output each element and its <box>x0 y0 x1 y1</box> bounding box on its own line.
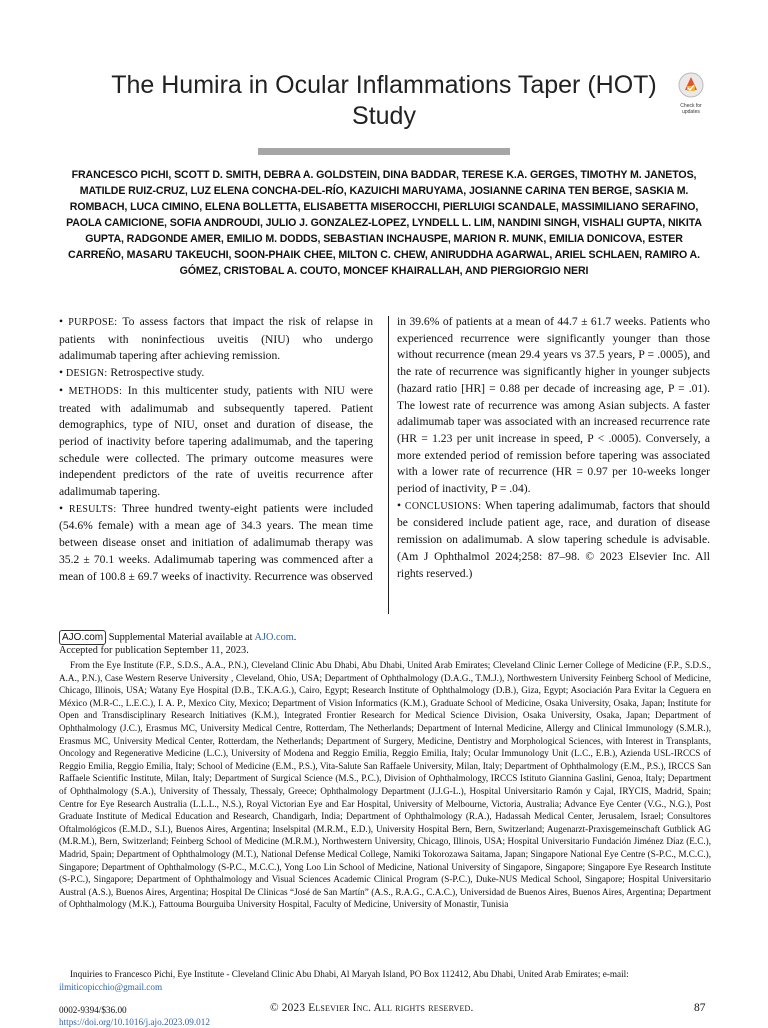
supplemental-note <box>59 630 296 645</box>
results-text-left: Three hundred twenty-eight patients were included (54.6% female) with a mean age of 34.3 years. The mean time between disease onset and initiation of adalimumab therapy was 35.2 ± 70.1 weeks. Adalimumab tapering was commenced after a mean of 100.8 ± 69.7 weeks of inactivity. Recurrence was observed <box>59 501 373 583</box>
results-label: RESULTS: <box>68 503 117 515</box>
conclusions-paragraph <box>397 498 710 583</box>
methods-text: In this multicenter study, patients with NIU were treated with adalimumab and subsequently tapered. Patient demographics, type of NIU, onset and duration of disease, the period of inactivity before tapering adalimumab, and the tapering schedule were collected. The primary outcome measures were independent predictors of the rate of uveitis recurrence after adalimumab tapering. <box>59 383 373 499</box>
ajo-badge[interactable]: AJO.com <box>59 630 106 645</box>
design-paragraph <box>59 365 373 383</box>
abstract-right-column <box>397 314 710 582</box>
inquiries-text: Inquiries to Francesco Pichi, Eye Institute - Cleveland Clinic Abu Dhabi, Al Maryah Island, PO Box 112412, Abu Dhabi, United Arab Emirates; e-mail: <box>70 969 629 979</box>
email-link[interactable]: ilmiticopicchio@gmail.com <box>59 981 163 992</box>
page-number: 87 <box>694 1002 706 1014</box>
correspondence <box>59 968 711 993</box>
affiliations: From the Eye Institute (F.P., S.D.S., A.A., P.N.), Cleveland Clinic Abu Dhabi, Abu Dhabi, United Arab Emirates; Cleveland Clinic Lerner College of Medicine (F.P., S.D.S., A.A., P.N.), Case Western Reserve University , Cleveland, Ohio, USA; Department of Ophthalmology (D.A.G., T.M.J.), Northwestern University Feinberg School of Medicine, Chicago, Illinois, USA; Watany Eye Hospital (D.B., T.K.A.G.), Cairo, Egypt; Research Institute of Ophthalmology (D.B.), Giza, Egypt; Asociación Para Evitar la Ceguera en México (M.R-C., L.E.C.), I. A. P., Mexico City, Mexico; Department of Vision Informatics (K.M.), Graduate School of Medicine, Osaka University, Osaka, Japan; Institute for Open and Transdisciplinary Research Initiatives (K.M.), Integrated Frontier Research for Medical Science Division, Osaka University, Osaka, Japan; Department of Ophthalmology (J.C.), Erasmus MC, University Medical Centre, Rotterdam, The Netherlands; Department of Internal Medicine, Allergy and Clinical Immunology (S.M.R.), Erasmus MC, University Medical Center, Rotterdam, the Netherlands; Department of Surgery, Medicine, Dentistry and Morphological Sciences, with Interest in Transplants, Oncology and Regenerative Medicine (L.C.), University of Modena and Reggio Emilia, Reggio Emilia, Italy; Ocular Immunology Unit (L.C., E.B.), Azienda USL-IRCCS of Reggio Emilia, Reggio Emilia, Italy; School of Medicine (E.M., P.S.), Vita-Salute San Raffaele University, Milan, Italy; Department of Ophthalmology (E.M., P.S.), IRCCS San Raffaele Scientific Institute, Milan, Italy; Department of Surgical Science (M.S., P.C.), Division of Ophthalmology, IRCCS Istituto Giannina Gaslini, Genoa, Italy; Department of Ophthalmology (S.A.), University of Thessaly, Thessaly, Greece; Ophthalmology Department (J.J.G-L.), Hospital Universitario Ramón y Cajal, IRYCIS, Madrid, Spain; Centre for Eye Research Australia (L.L.L., N.S.), Royal Victorian Eye and Ear Hospital, University of Melbourne, Victoria, Australia; Advance Eye Center (V.G., N.G.), Post Graduate Institute of Medical Education and Research, Chandigarh, India; Department of Ophthalmology (R.A.), Hadassah Medical Center, Jerusalem, Israel; Consultores Oftalmológicos (E.M.D., S.I.), Buenos Aires, Argentina; Inselspital (M.R.M., E.D.), University Hospital Bern, Bern, Switzerland; Augenarzt-Praxisgemeinschaft Gutblick AG (M.R.M.), Bern, Switzerland; Feinberg School of Medicine (M.R.M.), Northwestern University, Chicago, Illinois, USA; Hospital Universitario Fundación Jiménez Díaz (E.C.), Madrid, Spain; Department of Ophthalmology (M.T.), National Defense Medical College, Namiki Tokorozawa Saitama, Japan; Singapore National Eye Centre (S-P.C., M.C.C.), Singapore; Department of Ophthalmology (S-P.C., M.C.C.), Yong Loo Lin School of Medicine, National University of Singapore, Singapore; Singapore Eye Research Institute (S-P.C.), Singapore; Department of Ophthalmology and Visual Sciences Academic Clinical Program (S-P.C.), Duke-NUS Medical School, Singapore; Hospital Universitario Austral (A.S.), Buenos Aires, Argentina; Hospital De Clinicas “José de San Martín” (A.S., R.A.G., C.A.C.), Universidad de Buenos Aires, Buenos Aires, Argentina; Department of Ophthalmology (M.K.), Fattouma Bourguiba University Hospital, Faculty of Medicine, University of Monastir, Tunisia <box>59 660 711 910</box>
footer-copyright: © 2023 Elsevier Inc. All rights reserved. <box>270 1002 474 1014</box>
footer-identifiers <box>59 1004 210 1028</box>
check-for-updates-badge[interactable] <box>672 72 710 115</box>
badge-label-2: updates <box>682 109 700 115</box>
results-continued: in 39.6% of patients at a mean of 44.7 ± 61.7 weeks. Patients who experienced recurrence were significantly younger than those without recurrence (mean 29.4 years vs 37.5 years, P = .0005), and the rate of recurrence was significantly higher in younger subjects (hazard ratio [HR] = 0.88 per decade of increasing age, P = .01). The lowest rate of recurrence was among Asian subjects. A faster adalimumab taper was associated with an increased recurrence rate (HR = 1.23 per unit increase in speed, P < .0005). Conversely, a more extended period of remission before tapering was associated with a lower rate of recurrence (HR = 0.97 per 10-weeks longer period of inactivity, P = .04). <box>397 315 710 496</box>
ajo-link[interactable]: AJO.com <box>254 632 294 643</box>
bullet: • <box>59 315 64 328</box>
design-label: DESIGN: <box>65 368 108 380</box>
bullet: • <box>59 501 64 515</box>
bullet: • <box>59 366 64 380</box>
bullet: • <box>59 383 64 397</box>
purpose-label: PURPOSE: <box>68 317 118 328</box>
methods-paragraph <box>59 383 373 501</box>
results-paragraph <box>59 501 373 586</box>
period: . <box>293 632 297 643</box>
bullet: • <box>397 498 402 512</box>
supplemental-text: Supplemental Material available at <box>108 632 253 643</box>
design-text: Retrospective study. <box>110 366 205 380</box>
accepted-date: Accepted for publication September 11, 2023. <box>59 645 249 656</box>
author-list: FRANCESCO PICHI, SCOTT D. SMITH, DEBRA A. GOLDSTEIN, DINA BADDAR, TERESE K.A. GERGES, TIMOTHY M. JANETOS, MATILDE RUIZ-CRUZ, LUZ ELENA CONCHA-DEL-RÍO, KAZUICHI MARUYAMA, JOSIANNE CARINA TEN BERGE, SASKIA M. ROMBACH, LUCA CIMINO, ELENA BOLLETTA, ELISABETTA MISEROCCHI, PIERLUIGI SCANDALE, MASSIMILIANO SERAFINO, PAOLA CAMICIONE, SOFIA ANDROUDI, JULIO J. GONZALEZ-LOPEZ, LYNDELL L. LIM, NANDINI SINGH, VISHALI GUPTA, NIKITA GUPTA, RADGONDE AMER, EMILIO M. DODDS, SEBASTIAN INCHAUSPE, MARION R. MUNK, EMILIA DONICOVA, ESTER CARREÑO, MASARU TAKEUCHI, SOON-PHAIK CHEE, MILTON C. CHEW, ANIRUDDHA AGARWAL, ARIEL SCHLAEN, RAMIRO A. GÓMEZ, CRISTOBAL A. COUTO, MONCEF KHAIRALLAH, AND PIERGIORGIO NERI <box>66 169 702 277</box>
conclusions-text: When tapering adalimumab, factors that should be considered include patient age, race, and duration of disease remission on adalimumab. A slow tapering schedule is advisable. (Am J Ophthalmol 2024;258: 87–98. © 2023 Elsevier Inc. All rights reserved.) <box>397 498 710 580</box>
abstract-left-column <box>59 314 373 585</box>
article-title: The Humira in Ocular Inflammations Taper (HOT) Study <box>111 71 657 130</box>
conclusions-label: CONCLUSIONS: <box>404 500 482 512</box>
issn: 0002-9394/$36.00 <box>59 1005 127 1015</box>
check-for-updates-icon <box>678 72 704 98</box>
badge-label-1: Check for <box>680 103 702 109</box>
title-divider <box>258 148 510 155</box>
doi-link[interactable]: https://doi.org/10.1016/j.ajo.2023.09.012 <box>59 1017 210 1027</box>
methods-label: METHODS: <box>68 385 123 397</box>
purpose-paragraph <box>59 314 373 365</box>
column-divider <box>388 316 389 614</box>
purpose-text: To assess factors that impact the risk of relapse in patients with noninfectious uveitis (NIU) who undergo adalimumab tapering after achieving remission. <box>59 315 373 363</box>
